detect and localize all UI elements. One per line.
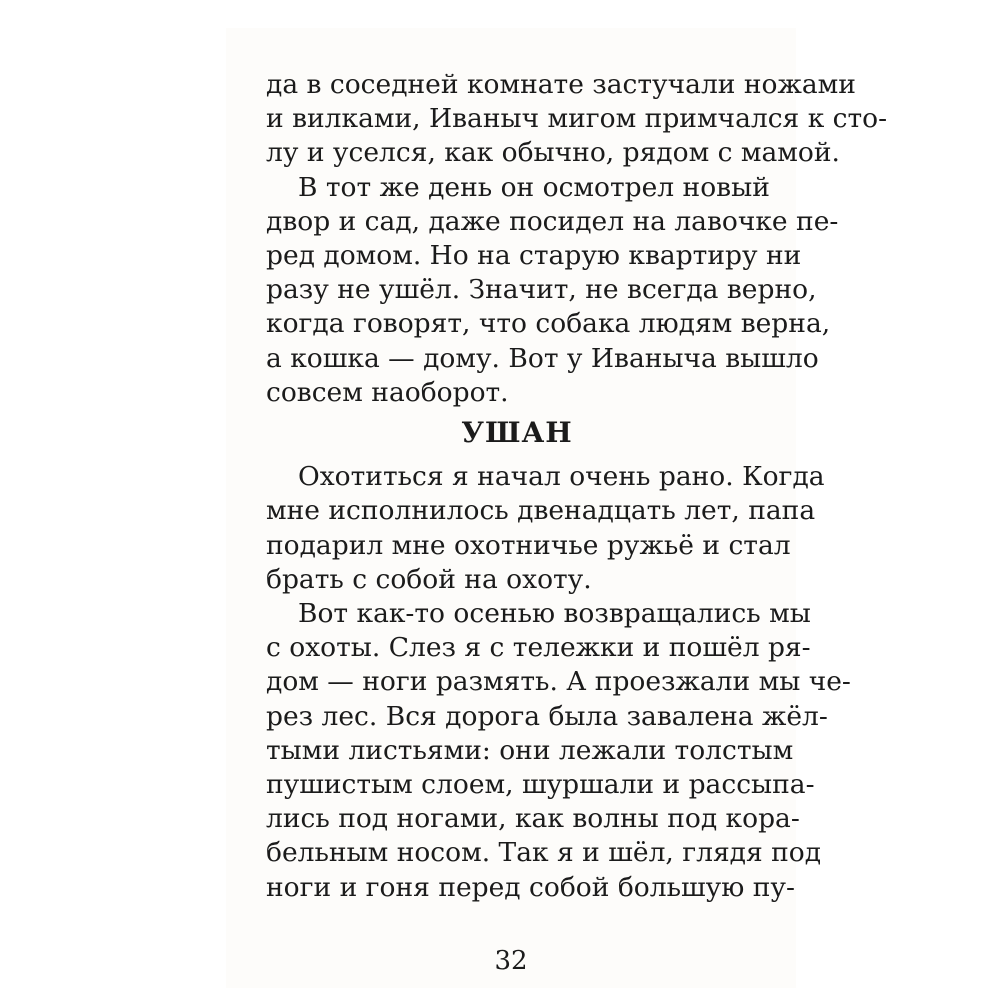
text-line: разу не ушёл. Значит, не всегда верно,: [266, 274, 817, 306]
text-line: В тот же день он осмотрел новый: [298, 171, 770, 203]
text-line: когда говорят, что собака людям верна,: [266, 308, 831, 340]
text-line: лу и уселся, как обычно, рядом с мамой.: [266, 137, 840, 169]
text-line: да в соседней комнате застучали ножами: [266, 69, 856, 100]
book-page: [226, 28, 888, 988]
text-line: а кошка — дому. Вот у Иваныча вышло: [266, 342, 819, 374]
text-line: рез лес. Вся дорога была завалена жёл-: [266, 700, 828, 732]
text-line: брать с собой на охоту.: [266, 563, 592, 595]
text-line: и вилками, Иваныч мигом примчался к сто-: [266, 103, 888, 135]
text-line: бельным носом. Так я и шёл, глядя под: [266, 837, 822, 869]
text-line: с охоты. Слез я с тележки и пошёл ря-: [266, 632, 811, 664]
text-line: лись под ногами, как волны под кора-: [266, 803, 800, 835]
text-line: тыми листьями: они лежали толстым: [266, 734, 794, 766]
text-line: пушистым слоем, шуршали и рассыпа-: [266, 769, 815, 800]
page-number: 32: [494, 946, 528, 976]
text-line: подарил мне охотничье ружьё и стал: [266, 529, 791, 561]
text-line: мне исполнилось двенадцать лет, папа: [266, 495, 816, 527]
text-line: Вот как-то осенью возвращались мы: [298, 598, 811, 629]
chapter-title: УШАН: [461, 416, 573, 449]
text-line: двор и сад, даже посидел на лавочке пе-: [266, 205, 839, 237]
text-line: совсем наоборот.: [266, 376, 509, 408]
text-line: Охотиться я начал очень рано. Когда: [298, 461, 825, 493]
text-line: ноги и гоня перед собой большую пу-: [266, 871, 795, 903]
text-line: дом — ноги размять. А проезжали мы че-: [266, 666, 851, 698]
text-line: ред домом. Но на старую квартиру ни: [266, 240, 802, 271]
